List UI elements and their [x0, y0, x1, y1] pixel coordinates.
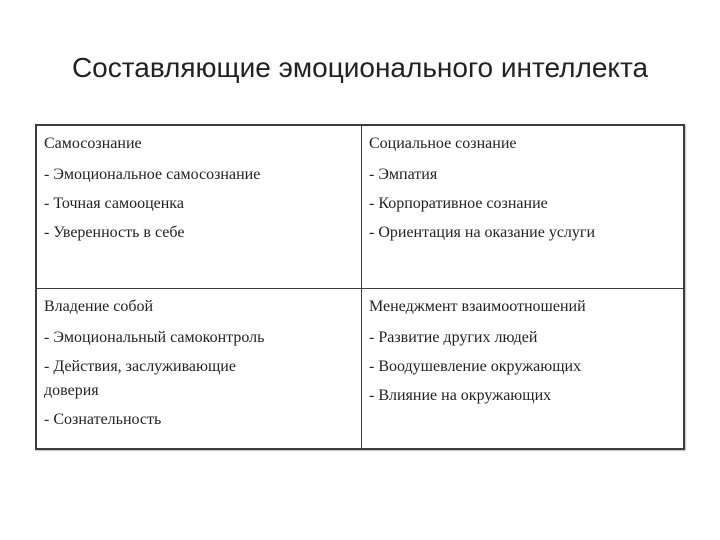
quadrant-item: - Действия, заслуживающие доверия — [44, 358, 236, 399]
quadrant-self-management — [37, 289, 362, 448]
quadrant-item: - Уверенность в себе — [44, 224, 185, 241]
quadrant-heading: Менеджмент взаимоотношений — [369, 298, 586, 315]
quadrant-self-awareness — [37, 126, 362, 289]
quadrant-item: - Эмоциональный самоконтроль — [44, 329, 265, 346]
quadrant-heading: Социальное сознание — [369, 135, 517, 152]
quadrant-heading: Владение собой — [44, 298, 154, 315]
quadrant-item: - Точная самооценка — [44, 195, 184, 212]
competency-table — [35, 124, 685, 450]
quadrant-heading: Самосознание — [44, 135, 142, 152]
quadrant-social-awareness — [362, 126, 683, 289]
quadrant-item: - Эмоциональное самосознание — [44, 166, 261, 183]
quadrant-item: - Корпоративное сознание — [369, 195, 548, 212]
quadrant-item: - Сознательность — [44, 411, 162, 428]
slide-title: Составляющие эмоционального интеллекта — [71, 52, 649, 83]
quadrant-item: - Развитие других людей — [369, 329, 538, 346]
quadrant-item: - Эмпатия — [369, 166, 438, 183]
quadrant-item: - Воодушевление окружающих — [369, 358, 582, 375]
quadrant-item: - Ориентация на оказание услуги — [369, 224, 596, 241]
quadrant-item: - Влияние на окружающих — [369, 387, 552, 404]
quadrant-relationship-management — [362, 289, 683, 448]
